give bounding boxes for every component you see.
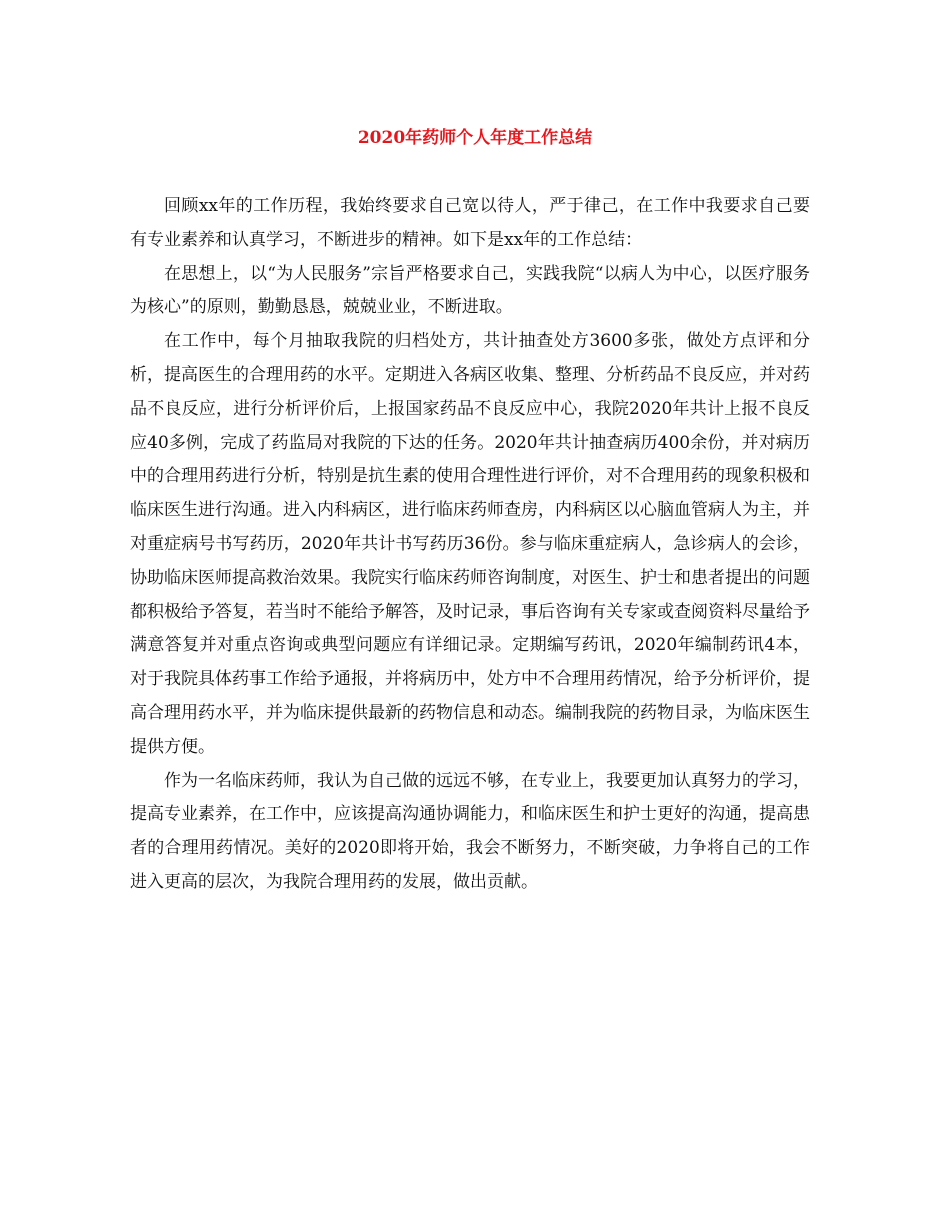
paragraph-conclusion: 作为一名临床药师，我认为自己做的远远不够，在专业上，我要更加认真努力的学习，提高专业素养，在工作中，应该提高沟通协调能力，和临床医生和护士更好的沟通，提高患者的合理用药情况。美好的2020即将开始，我会不断努力，不断突破，力争将自己的工作进入更高的层次，为我院合理用药的发展，做出贡献。: [130, 770, 810, 892]
paragraph-ideology: 在思想上，以“为人民服务”宗旨严格要求自己，实践我院“以病人为中心，以医疗服务为核心”的原则，勤勤恳恳，兢兢业业，不断进取。: [130, 263, 810, 318]
document-body: [130, 190, 810, 900]
paragraph-work: 在工作中，每个月抽取我院的归档处方，共计抽查处方3600多张，做处方点评和分析，提高医生的合理用药的水平。定期进入各病区收集、整理、分析药品不良反应，并对药品不良反应，进行分析评价后，上报国家药品不良反应中心，我院2020年共计上报不良反应40多例，完成了药监局对我院的下达的任务。2020年共计抽查病历400余份，并对病历中的合理用药进行分析，特别是抗生素的使用合理性进行评价，对不合理用药的现象积极和临床医生进行沟通。进入内科病区，进行临床药师查房，内科病区以心脑血管病人为主，并对重症病号书写药历，2020年共计书写药历36份。参与临床重症病人，急诊病人的会诊，协助临床医师提高救治效果。我院实行临床药师咨询制度，对医生、护士和患者提出的问题都积极给予答复，若当时不能给予解答，及时记录，事后咨询有关专家或查阅资料尽量给予满意答复并对重点咨询或典型问题应有详细记录。定期编写药讯，2020年编制药讯4本，对于我院具体药事工作给予通报，并将病历中，处方中不合理用药情况，给予分析评价，提高合理用药水平，并为临床提供最新的药物信息和动态。编制我院的药物目录，为临床医生提供方便。: [130, 331, 810, 757]
page-title: 2020年药师个人年度工作总结: [357, 128, 593, 148]
paragraph-intro: 回顾xx年的工作历程，我始终要求自己宽以待人，严于律己，在工作中我要求自己要有专业素养和认真学习，不断进步的精神。如下是xx年的工作总结：: [130, 196, 810, 250]
